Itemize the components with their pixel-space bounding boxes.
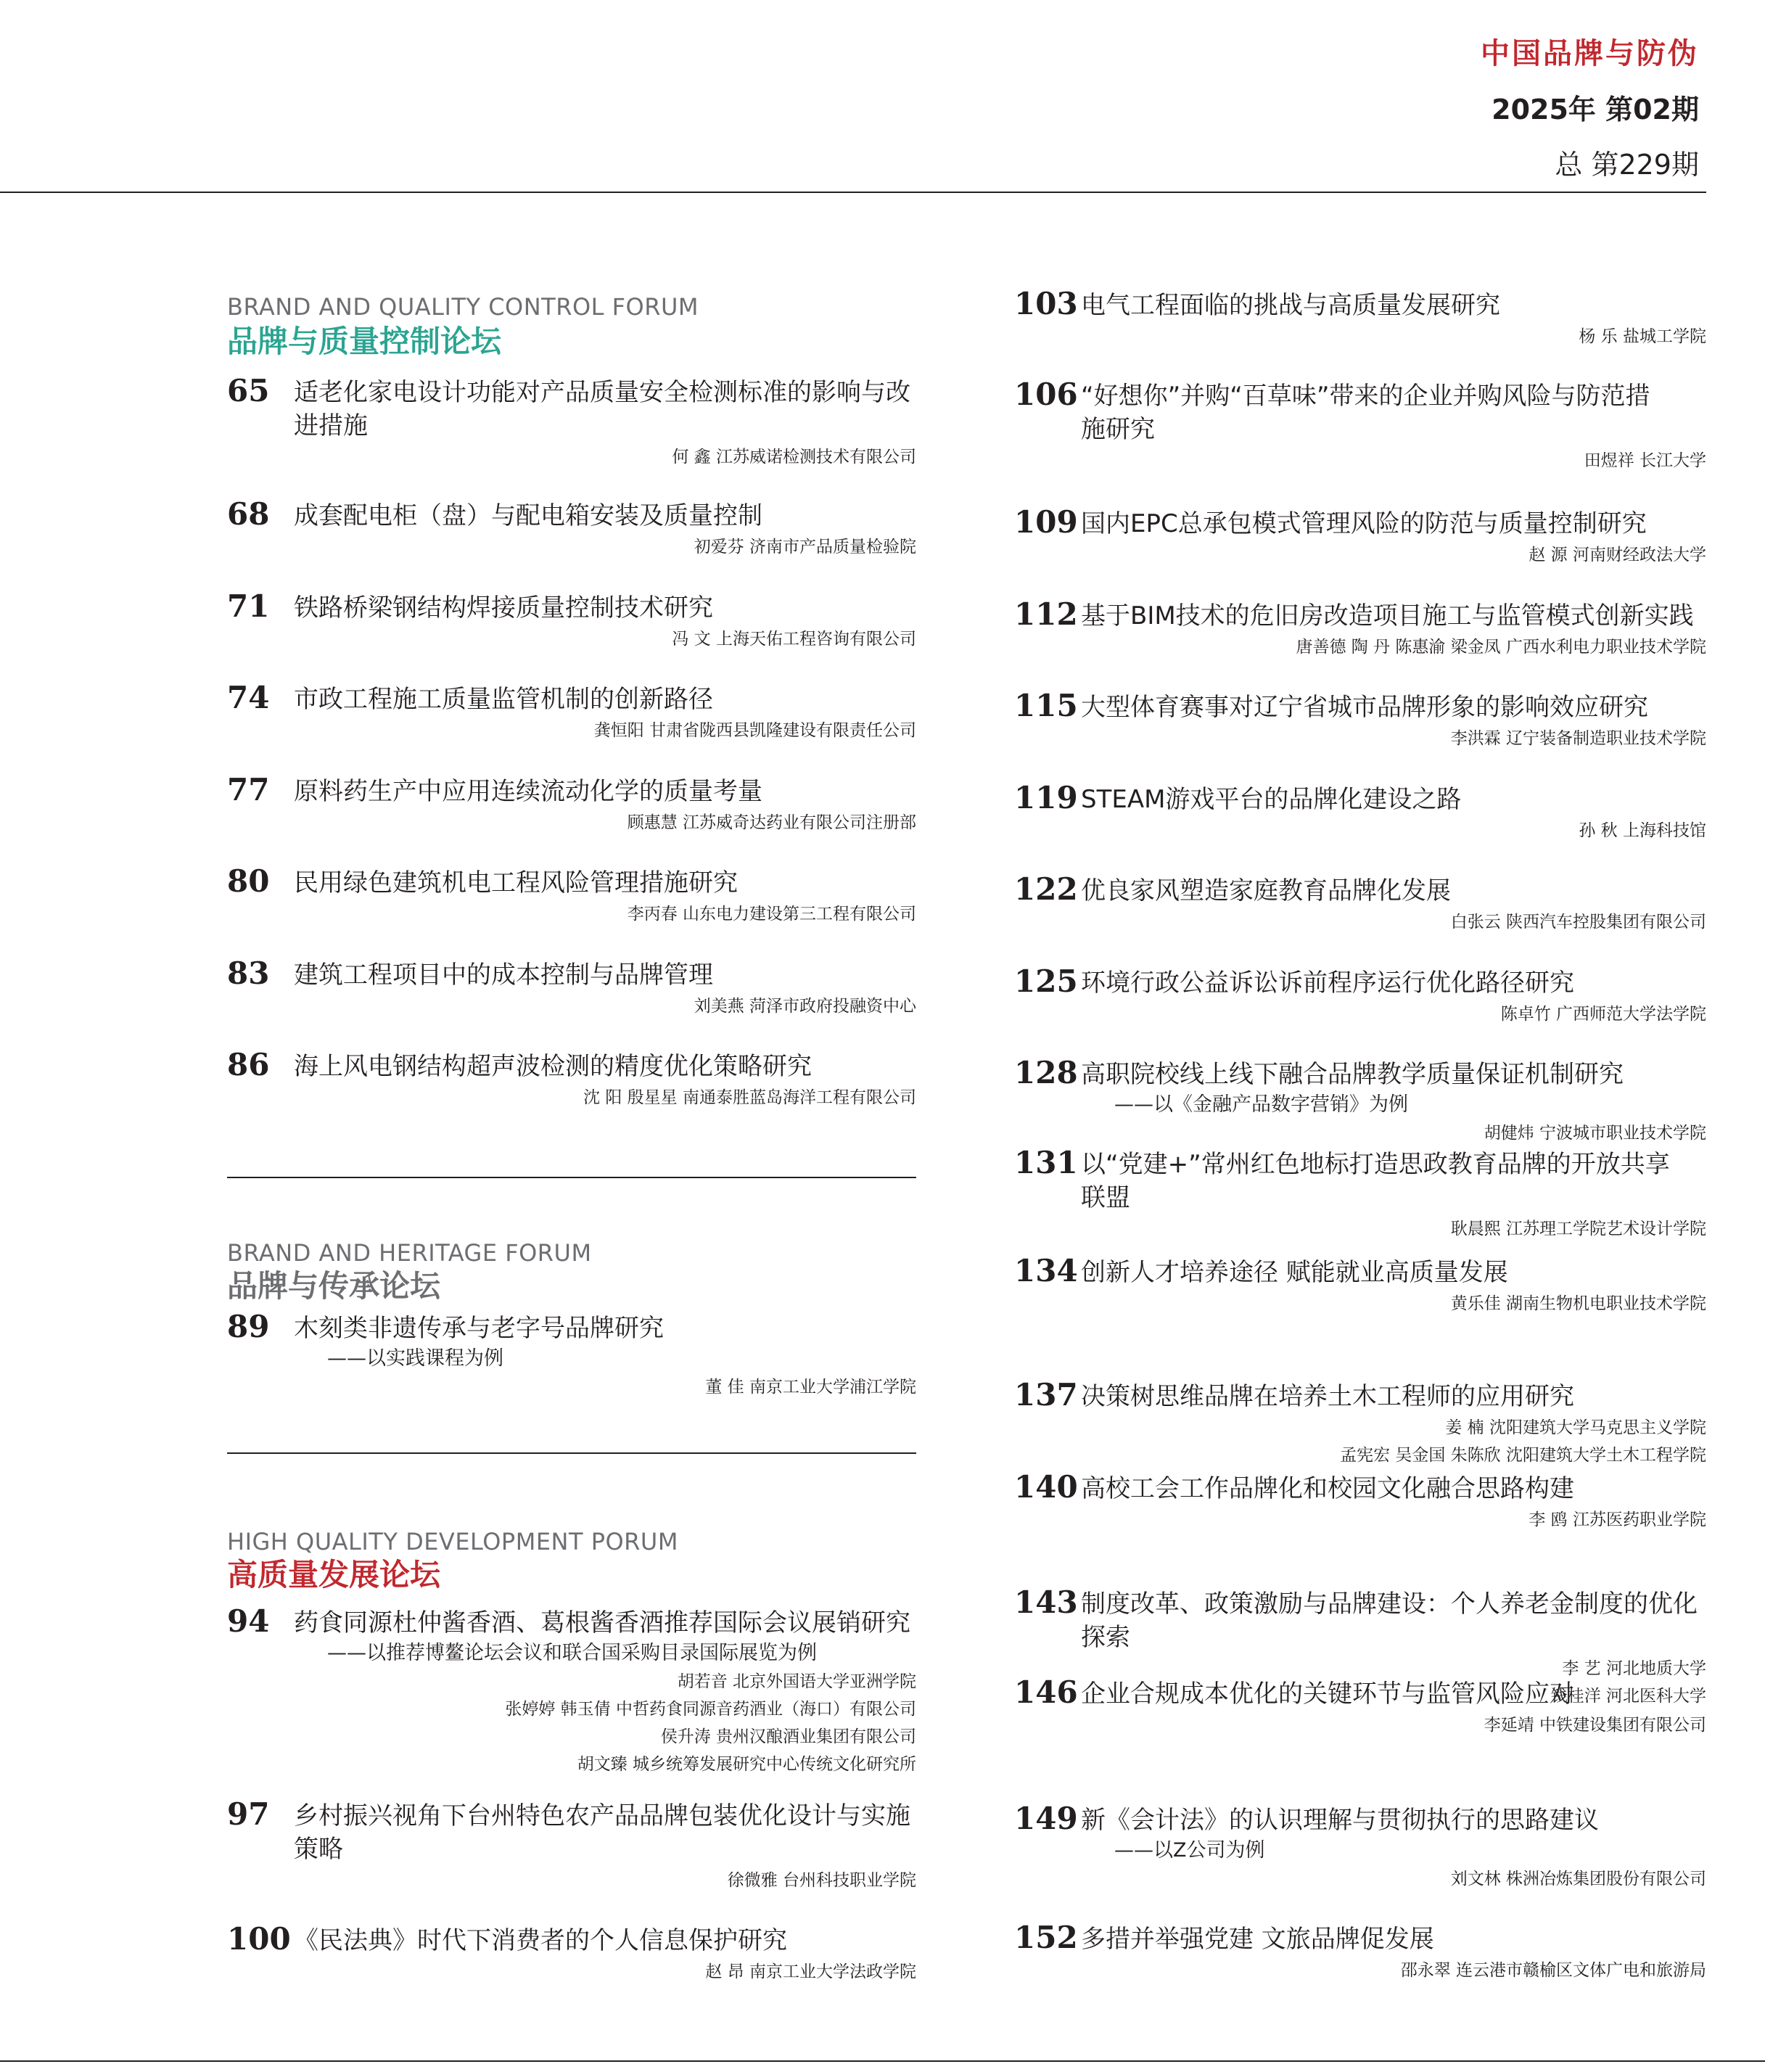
- page-number: 109: [1014, 504, 1078, 540]
- article-title: 成套配电柜（盘）与配电箱安装及质量控制: [294, 501, 762, 530]
- article-subtitle: ——以推荐博鳌论坛会议和联合国采购目录国际展览为例: [327, 1642, 817, 1664]
- total-issue-number: 总 第229期: [1555, 149, 1699, 181]
- article-subtitle: ——以实践课程为例: [327, 1347, 503, 1370]
- page-number: 122: [1014, 871, 1078, 907]
- article-authors: 孟宪宏 吴金国 朱陈欣 沈阳建筑大学土木工程学院: [1340, 1446, 1706, 1465]
- article-title: 药食同源杜仲酱香酒、葛根酱香酒推荐国际会议展销研究: [294, 1608, 910, 1637]
- article-authors: 刘文林 株洲冶炼集团股份有限公司: [1450, 1870, 1706, 1888]
- page-number: 89: [227, 1309, 270, 1344]
- toc-entry[interactable]: [227, 680, 916, 744]
- article-authors: 李丙春 山东电力建设第三工程有限公司: [627, 905, 916, 924]
- article-title: 决策树思维品牌在培养土木工程师的应用研究: [1081, 1382, 1574, 1411]
- article-title: 施研究: [1081, 415, 1155, 444]
- page-number: 143: [1014, 1584, 1078, 1620]
- article-title: 适老化家电设计功能对产品质量安全检测标准的影响与改: [294, 378, 910, 407]
- footer-rule: [0, 2060, 1765, 2062]
- page-number: 68: [227, 496, 270, 532]
- article-subtitle: ——以Z公司为例: [1114, 1839, 1265, 1862]
- toc-entry[interactable]: [1014, 780, 1706, 844]
- toc-entry[interactable]: [227, 863, 916, 927]
- page-number: 149: [1014, 1801, 1078, 1836]
- section-title-cn: 品牌与传承论坛: [227, 1268, 441, 1304]
- article-title: 原料药生产中应用连续流动化学的质量考量: [294, 777, 762, 806]
- page-number: 71: [227, 588, 270, 624]
- toc-entry[interactable]: [227, 1603, 916, 1777]
- toc-entry[interactable]: [227, 588, 916, 652]
- article-authors: 胡健炜 宁波城市职业技术学院: [1484, 1124, 1706, 1143]
- toc-entry[interactable]: [1014, 1801, 1706, 1892]
- article-title: 市政工程施工质量监管机制的创新路径: [294, 685, 713, 714]
- article-title: 进措施: [294, 411, 368, 440]
- article-title: 高职院校线上线下融合品牌教学质量保证机制研究: [1081, 1060, 1624, 1089]
- toc-entry[interactable]: [227, 373, 916, 470]
- page-number: 94: [227, 1603, 270, 1639]
- toc-entry[interactable]: [1014, 1674, 1706, 1738]
- article-title: 国内EPC总承包模式管理风险的防范与质量控制研究: [1081, 509, 1647, 538]
- article-title: 高校工会工作品牌化和校园文化融合思路构建: [1081, 1474, 1574, 1503]
- article-title: 基于BIM技术的危旧房改造项目施工与监管模式创新实践: [1081, 601, 1694, 630]
- issue-number: 2025年 第02期: [1492, 94, 1699, 126]
- article-title: STEAM游戏平台的品牌化建设之路: [1081, 785, 1462, 814]
- article-authors: 初爱芬 济南市产品质量检验院: [694, 538, 916, 556]
- article-authors: 龚恒阳 甘肃省陇西县凯隆建设有限责任公司: [593, 721, 916, 740]
- page-number: 134: [1014, 1253, 1078, 1288]
- article-title: 探索: [1081, 1623, 1130, 1652]
- article-authors: 李 鸥 江苏医药职业学院: [1529, 1510, 1706, 1529]
- magazine-title: 中国品牌与防伪: [1481, 37, 1699, 70]
- article-authors: 耿晨熙 江苏理工学院艺术设计学院: [1450, 1220, 1706, 1238]
- article-authors: 田煜祥 长江大学: [1584, 451, 1706, 470]
- toc-entry[interactable]: [1014, 1920, 1706, 1983]
- article-authors: 董 佳 南京工业大学浦江学院: [705, 1378, 916, 1397]
- section-divider: [227, 1452, 916, 1454]
- article-title: 大型体育赛事对辽宁省城市品牌形象的影响效应研究: [1081, 693, 1648, 722]
- toc-entry[interactable]: [227, 496, 916, 560]
- toc-entry[interactable]: [227, 1921, 916, 1985]
- article-title: 建筑工程项目中的成本控制与品牌管理: [294, 961, 713, 990]
- section-title-en: HIGH QUALITY DEVELOPMENT PORUM: [227, 1528, 678, 1555]
- page-number: 80: [227, 863, 270, 899]
- article-title: 制度改革、政策激励与品牌建设：个人养老金制度的优化: [1081, 1590, 1698, 1619]
- article-title: “好想你”并购“百草味”带来的企业并购风险与防范措: [1081, 382, 1650, 411]
- article-title: 以“党建+”常州红色地标打造思政教育品牌的开放共享: [1081, 1150, 1670, 1179]
- page-number: 86: [227, 1047, 270, 1082]
- page-number: 83: [227, 955, 270, 991]
- article-authors: 冯 文 上海天佑工程咨询有限公司: [672, 630, 916, 649]
- article-title: 乡村振兴视角下台州特色农产品品牌包装优化设计与实施: [294, 1801, 910, 1830]
- toc-entry[interactable]: [227, 1309, 916, 1400]
- article-authors: 刘美燕 菏泽市政府投融资中心: [694, 997, 916, 1016]
- page-number: 112: [1014, 596, 1078, 632]
- article-title: 环境行政公益诉讼诉前程序运行优化路径研究: [1081, 969, 1574, 998]
- article-title: 海上风电钢结构超声波检测的精度优化策略研究: [294, 1052, 812, 1081]
- page-number: 100: [227, 1921, 291, 1957]
- article-authors: 胡文臻 城乡统筹发展研究中心传统文化研究所: [577, 1755, 916, 1774]
- article-authors: 徐微雅 台州科技职业学院: [727, 1871, 916, 1890]
- page-number: 152: [1014, 1920, 1078, 1955]
- article-authors: 胡若音 北京外国语大学亚洲学院: [677, 1672, 916, 1691]
- article-title: 电气工程面临的挑战与高质量发展研究: [1081, 291, 1500, 320]
- toc-entry[interactable]: [1014, 688, 1706, 752]
- section-title-en: BRAND AND HERITAGE FORUM: [227, 1239, 592, 1267]
- article-authors: 李延靖 中铁建设集团有限公司: [1484, 1716, 1706, 1735]
- article-title: 优良家风塑造家庭教育品牌化发展: [1081, 876, 1451, 905]
- toc-entry[interactable]: [1014, 963, 1706, 1027]
- section-divider: [227, 1177, 916, 1178]
- toc-entry[interactable]: [1014, 596, 1706, 660]
- page-number: 140: [1014, 1469, 1078, 1505]
- page-number: 119: [1014, 780, 1078, 815]
- section-title-cn: 高质量发展论坛: [227, 1557, 441, 1592]
- article-authors: 唐善德 陶 丹 陈惠渝 梁金凤 广西水利电力职业技术学院: [1296, 638, 1706, 657]
- section-title-cn: 品牌与质量控制论坛: [227, 324, 502, 359]
- page-number: 103: [1014, 286, 1078, 321]
- toc-entry[interactable]: [1014, 504, 1706, 568]
- article-title: 民用绿色建筑机电工程风险管理措施研究: [294, 868, 738, 897]
- article-authors: 何 鑫 江苏威诺检测技术有限公司: [672, 448, 916, 466]
- toc-entry[interactable]: [1014, 1377, 1706, 1468]
- toc-entry[interactable]: [227, 1047, 916, 1111]
- toc-entry[interactable]: [1014, 1055, 1706, 1146]
- toc-entry[interactable]: [227, 772, 916, 836]
- toc-entry[interactable]: [227, 955, 916, 1019]
- page-number: 106: [1014, 377, 1078, 412]
- page-number: 131: [1014, 1145, 1078, 1180]
- page-number: 146: [1014, 1674, 1078, 1710]
- article-authors: 邵永翠 连云港市赣榆区文体广电和旅游局: [1400, 1961, 1706, 1980]
- article-title: 铁路桥梁钢结构焊接质量控制技术研究: [294, 593, 713, 622]
- article-subtitle: ——以《金融产品数字营销》为例: [1114, 1093, 1408, 1116]
- toc-entry[interactable]: [1014, 379, 1706, 474]
- header-rule: [0, 192, 1706, 193]
- page-number: 125: [1014, 963, 1078, 999]
- article-title: 多措并举强党建 文旅品牌促发展: [1081, 1925, 1434, 1954]
- article-authors: 赵 源 河南财经政法大学: [1529, 546, 1706, 564]
- article-authors: 杨 乐 盐城工学院: [1579, 327, 1706, 346]
- article-authors: 姜 楠 沈阳建筑大学马克思主义学院: [1445, 1418, 1706, 1437]
- page-number: 137: [1014, 1377, 1078, 1413]
- toc-entry[interactable]: [1014, 1253, 1706, 1317]
- section-title-en: BRAND AND QUALITY CONTROL FORUM: [227, 293, 699, 321]
- article-authors: 侯升涛 贵州汉酿酒业集团有限公司: [660, 1727, 916, 1746]
- toc-entry[interactable]: [1014, 1145, 1706, 1242]
- article-authors: 李 艺 河北地质大学: [1562, 1659, 1706, 1678]
- article-authors: 钱桂洋 河北医科大学: [1550, 1687, 1706, 1706]
- article-authors: 孙 秋 上海科技馆: [1579, 821, 1706, 840]
- article-authors: 白张云 陕西汽车控股集团有限公司: [1450, 913, 1706, 932]
- page-number: 97: [227, 1796, 270, 1832]
- article-title: 策略: [294, 1835, 343, 1864]
- page-number: 77: [227, 772, 270, 807]
- article-title: 《民法典》时代下消费者的个人信息保护研究: [294, 1926, 787, 1955]
- article-authors: 黄乐佳 湖南生物机电职业技术学院: [1450, 1294, 1706, 1313]
- page-number: 74: [227, 680, 270, 715]
- article-title: 木刻类非遗传承与老字号品牌研究: [294, 1314, 664, 1343]
- article-authors: 张婷婷 韩玉倩 中哲药食同源音药酒业（海口）有限公司: [505, 1700, 916, 1719]
- article-title: 新《会计法》的认识理解与贯彻执行的思路建议: [1081, 1806, 1599, 1835]
- article-title: 联盟: [1081, 1183, 1130, 1212]
- article-title: 企业合规成本优化的关键环节与监管风险应对: [1081, 1680, 1574, 1709]
- article-authors: 沈 阳 殷星星 南通泰胜蓝岛海洋工程有限公司: [583, 1088, 916, 1107]
- page-number: 128: [1014, 1055, 1078, 1090]
- page-number: 115: [1014, 688, 1078, 723]
- article-authors: 陈卓竹 广西师范大学法学院: [1500, 1005, 1706, 1024]
- article-title: 创新人才培养途径 赋能就业高质量发展: [1081, 1258, 1508, 1287]
- article-authors: 顾惠慧 江苏威奇达药业有限公司注册部: [627, 813, 916, 832]
- toc-entry[interactable]: [1014, 1469, 1706, 1533]
- toc-entry[interactable]: [1014, 871, 1706, 935]
- article-authors: 赵 昂 南京工业大学法政学院: [705, 1962, 916, 1981]
- article-authors: 李洪霖 辽宁装备制造职业技术学院: [1450, 729, 1706, 748]
- page-number: 65: [227, 373, 270, 408]
- toc-entry[interactable]: [227, 1796, 916, 1894]
- toc-entry[interactable]: [1014, 286, 1706, 350]
